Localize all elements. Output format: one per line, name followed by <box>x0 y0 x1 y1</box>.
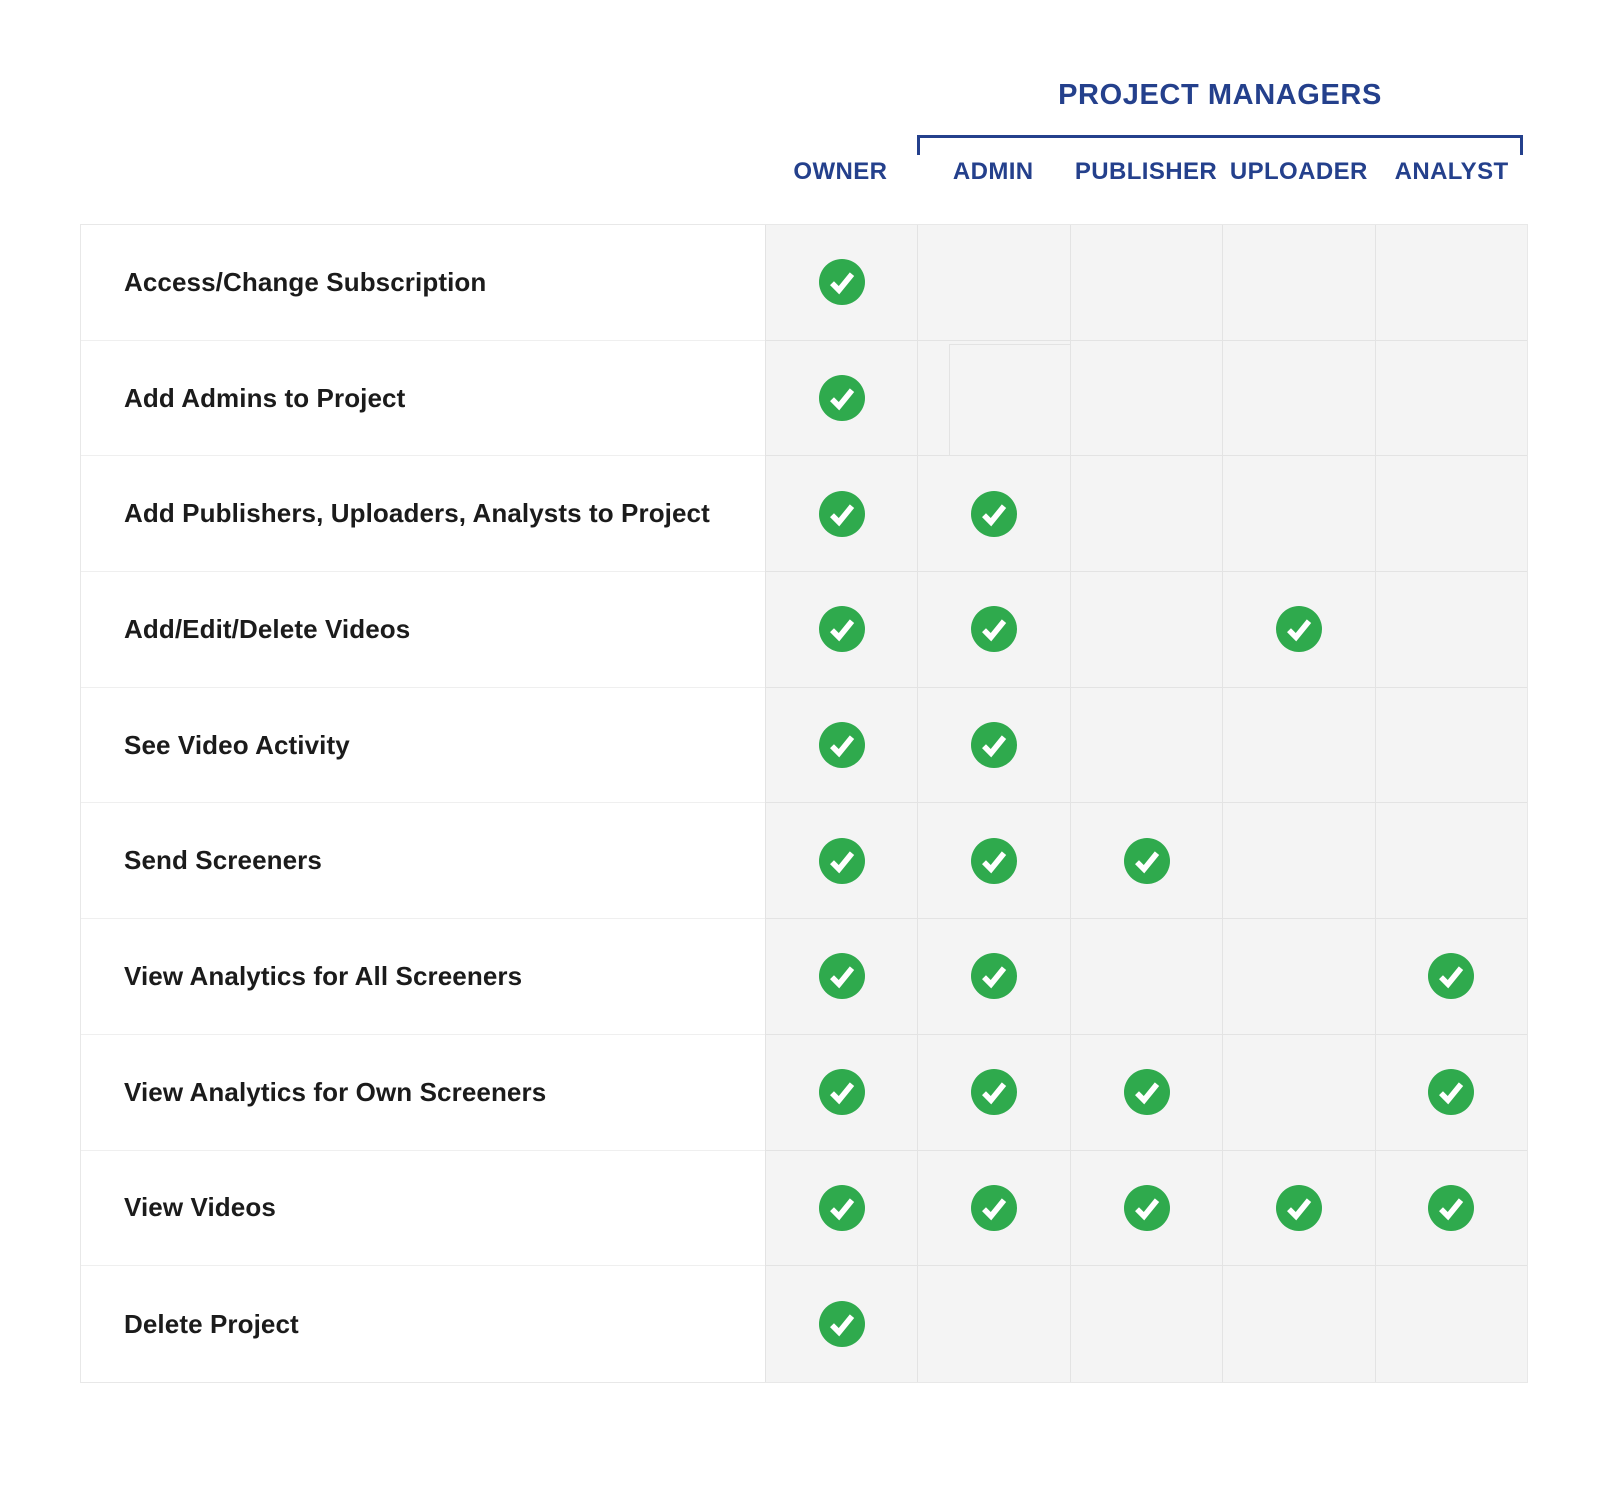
column-header-analyst: ANALYST <box>1394 158 1509 185</box>
check-circle-icon <box>971 491 1017 537</box>
check-circle-icon <box>819 953 865 999</box>
table-row <box>81 456 1527 572</box>
permission-cell-admin <box>917 919 1069 1035</box>
check-circle-icon <box>1428 1069 1474 1115</box>
permission-cell-uploader <box>1222 919 1374 1035</box>
permission-cell-uploader <box>1222 572 1374 688</box>
table-row <box>81 341 1527 457</box>
permission-cell-owner <box>765 225 917 341</box>
permission-cell-publisher <box>1070 572 1222 688</box>
check-circle-icon <box>971 1069 1017 1115</box>
feature-label: Add/Edit/Delete Videos <box>81 572 765 688</box>
permission-cell-admin <box>917 1151 1069 1267</box>
permission-cell-uploader <box>1222 1035 1374 1151</box>
permission-cell-publisher <box>1070 1266 1222 1382</box>
permission-cell-analyst <box>1375 456 1527 572</box>
column-header-owner: OWNER <box>793 158 888 185</box>
check-circle-icon <box>1124 1185 1170 1231</box>
feature-label: Add Publishers, Uploaders, Analysts to Project <box>81 456 765 572</box>
permission-cell-publisher <box>1070 919 1222 1035</box>
feature-label: See Video Activity <box>81 688 765 804</box>
table-row <box>81 225 1527 341</box>
permissions-matrix <box>80 0 1528 1383</box>
permission-cell-publisher <box>1070 341 1222 457</box>
table-row <box>81 803 1527 919</box>
column-header-uploader: UPLOADER <box>1229 158 1368 185</box>
project-managers-group-label: PROJECT MANAGERS <box>1058 79 1382 111</box>
check-circle-icon <box>819 606 865 652</box>
permission-cell-analyst <box>1375 919 1527 1035</box>
check-circle-icon <box>819 838 865 884</box>
check-circle-icon <box>1124 1069 1170 1115</box>
permission-cell-admin <box>917 1035 1069 1151</box>
permission-cell-analyst <box>1375 341 1527 457</box>
feature-label: Delete Project <box>81 1266 765 1382</box>
permission-cell-analyst <box>1375 1266 1527 1382</box>
permission-cell-analyst <box>1375 803 1527 919</box>
permission-cell-analyst <box>1375 225 1527 341</box>
check-circle-icon <box>971 1185 1017 1231</box>
permission-cell-publisher <box>1070 688 1222 804</box>
table-row <box>81 688 1527 804</box>
check-circle-icon <box>819 491 865 537</box>
feature-label: Send Screeners <box>81 803 765 919</box>
check-circle-icon <box>971 606 1017 652</box>
column-header-admin: ADMIN <box>952 158 1034 185</box>
table-row <box>81 919 1527 1035</box>
permission-cell-publisher <box>1070 456 1222 572</box>
grid-artifact-line <box>949 344 1069 456</box>
check-circle-icon <box>819 722 865 768</box>
permission-cell-owner <box>765 1151 917 1267</box>
permission-cell-uploader <box>1222 225 1374 341</box>
permission-cell-owner <box>765 803 917 919</box>
permission-cell-analyst <box>1375 1035 1527 1151</box>
check-circle-icon <box>1276 606 1322 652</box>
permission-cell-owner <box>765 341 917 457</box>
permission-cell-admin <box>917 341 1069 457</box>
permission-cell-admin <box>917 456 1069 572</box>
permission-cell-admin <box>917 1266 1069 1382</box>
permission-cell-uploader <box>1222 456 1374 572</box>
permission-cell-publisher <box>1070 803 1222 919</box>
permission-cell-uploader <box>1222 341 1374 457</box>
check-circle-icon <box>819 1301 865 1347</box>
permission-cell-uploader <box>1222 1266 1374 1382</box>
check-circle-icon <box>819 259 865 305</box>
permission-cell-uploader <box>1222 688 1374 804</box>
permission-cell-publisher <box>1070 225 1222 341</box>
check-circle-icon <box>1428 953 1474 999</box>
permission-cell-admin <box>917 803 1069 919</box>
check-circle-icon <box>1276 1185 1322 1231</box>
feature-label: View Analytics for All Screeners <box>81 919 765 1035</box>
check-circle-icon <box>971 953 1017 999</box>
check-circle-icon <box>971 722 1017 768</box>
table-row <box>81 1151 1527 1267</box>
permission-cell-owner <box>765 1035 917 1151</box>
permission-cell-owner <box>765 456 917 572</box>
permission-cell-owner <box>765 688 917 804</box>
permission-cell-publisher <box>1070 1035 1222 1151</box>
permission-cell-admin <box>917 688 1069 804</box>
permission-cell-admin <box>917 225 1069 341</box>
permission-cell-analyst <box>1375 688 1527 804</box>
check-circle-icon <box>819 1185 865 1231</box>
table-row <box>81 1266 1527 1382</box>
table-row <box>81 1035 1527 1151</box>
feature-label: Add Admins to Project <box>81 341 765 457</box>
check-circle-icon <box>819 1069 865 1115</box>
permission-cell-uploader <box>1222 803 1374 919</box>
permission-cell-analyst <box>1375 1151 1527 1267</box>
permission-cell-owner <box>765 919 917 1035</box>
check-circle-icon <box>819 375 865 421</box>
permission-cell-uploader <box>1222 1151 1374 1267</box>
permission-cell-analyst <box>1375 572 1527 688</box>
permissions-table <box>80 224 1528 1383</box>
check-circle-icon <box>1124 838 1170 884</box>
permission-cell-publisher <box>1070 1151 1222 1267</box>
feature-label: View Analytics for Own Screeners <box>81 1035 765 1151</box>
feature-label: View Videos <box>81 1151 765 1267</box>
permission-cell-owner <box>765 572 917 688</box>
permission-cell-admin <box>917 572 1069 688</box>
check-circle-icon <box>1428 1185 1474 1231</box>
permission-cell-owner <box>765 1266 917 1382</box>
project-managers-bracket <box>917 135 1523 155</box>
table-row <box>81 572 1527 688</box>
column-header-publisher: PUBLISHER <box>1074 158 1218 185</box>
feature-label: Access/Change Subscription <box>81 225 765 341</box>
column-headers <box>764 158 1528 186</box>
check-circle-icon <box>971 838 1017 884</box>
